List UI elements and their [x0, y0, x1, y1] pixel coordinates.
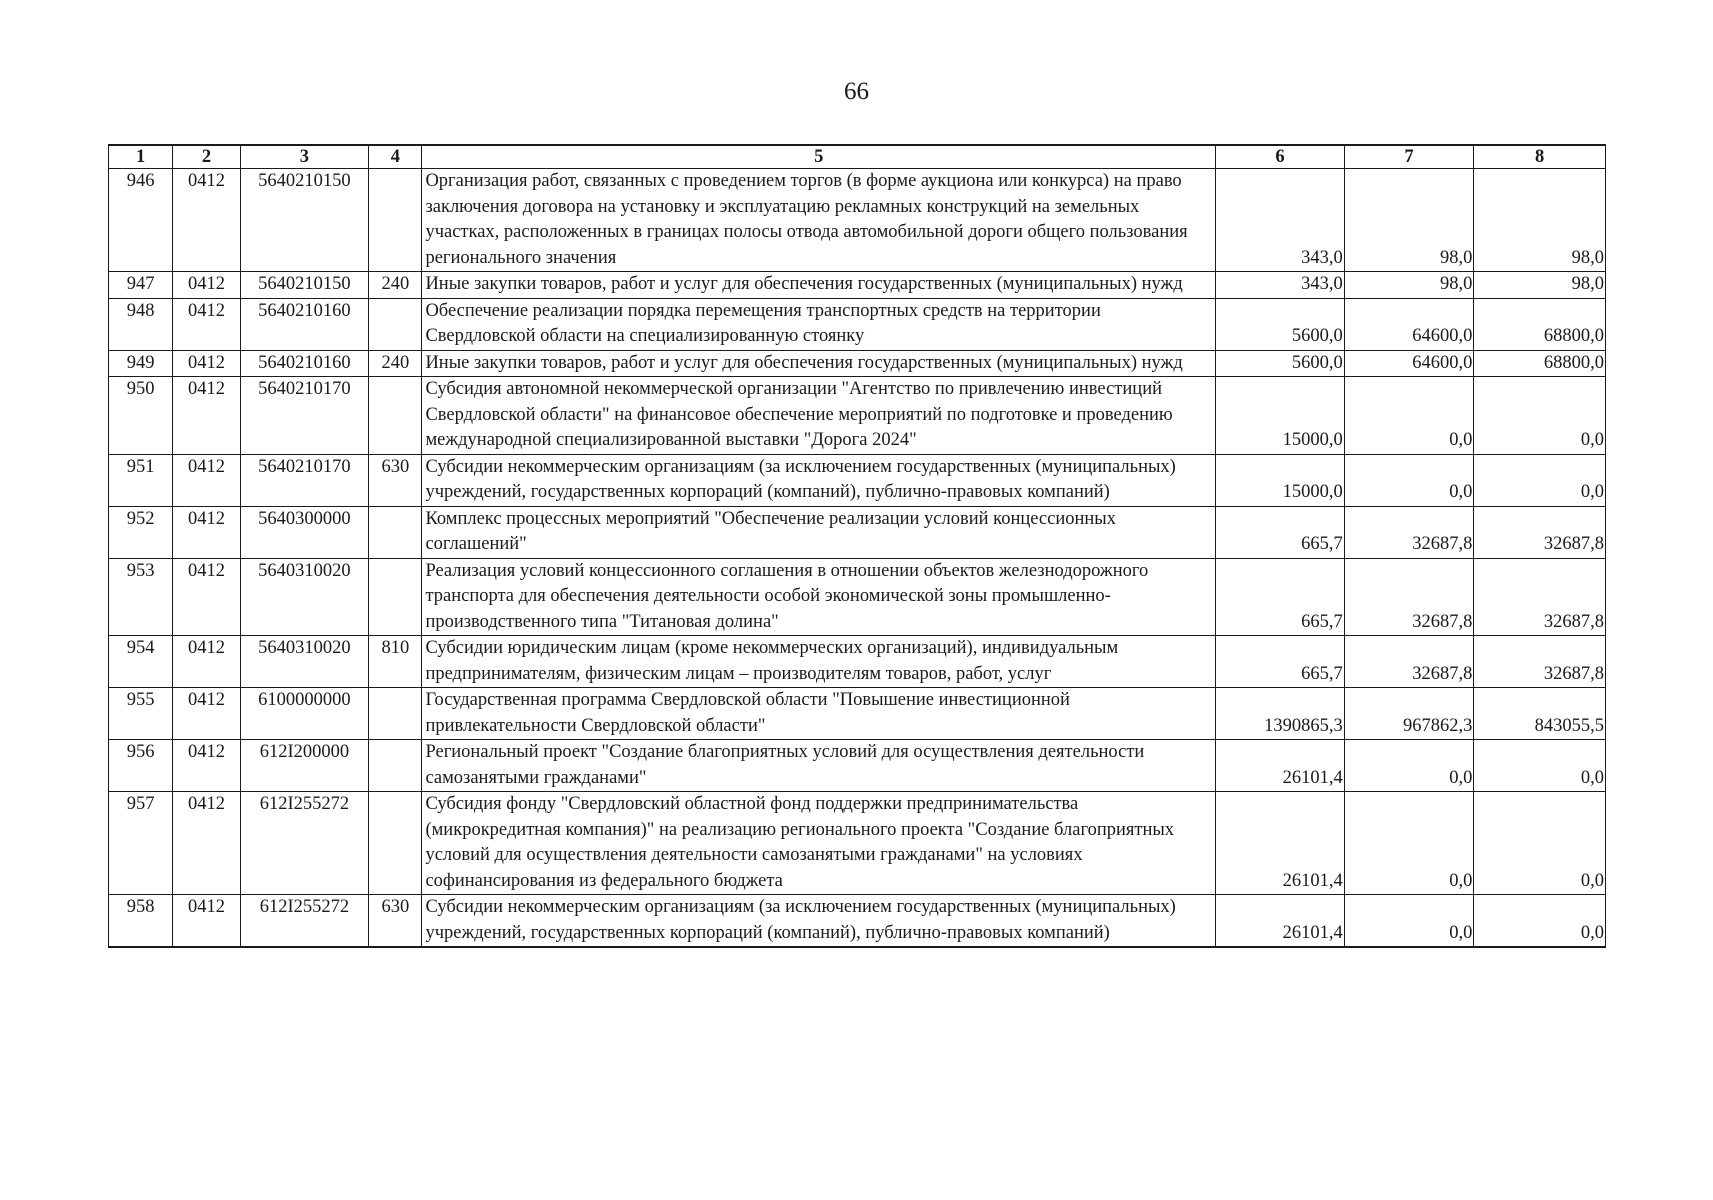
- target-article-code: 5640210160: [240, 298, 369, 350]
- target-article-code: 612I255272: [240, 895, 369, 948]
- amount-col-7: 98,0: [1344, 169, 1474, 272]
- expense-type-code: 240: [369, 272, 422, 299]
- item-name: Субсидии юридическим лицам (кроме некоммерческих организаций), индивидуальным предпринимателям, физическим лицам – производителям товаров, работ, услуг: [422, 636, 1216, 688]
- target-article-code: 5640310020: [240, 558, 369, 636]
- table-row: [109, 506, 1606, 558]
- section-code: 0412: [173, 298, 240, 350]
- expense-type-code: [369, 740, 422, 792]
- expense-type-code: [369, 169, 422, 272]
- target-article-code: 6100000000: [240, 688, 369, 740]
- table-row: [109, 792, 1606, 895]
- row-number: 949: [109, 350, 173, 377]
- item-name: Субсидии некоммерческим организациям (за исключением государственных (муниципальных) учреждений, государственных корпораций (компаний), публично-правовых компаний): [422, 895, 1216, 948]
- target-article-code: 612I200000: [240, 740, 369, 792]
- expense-type-code: [369, 506, 422, 558]
- section-code: 0412: [173, 169, 240, 272]
- table-body: [109, 169, 1606, 948]
- expense-type-code: 630: [369, 895, 422, 948]
- header-col-4: 4: [369, 145, 422, 169]
- section-code: 0412: [173, 454, 240, 506]
- item-name: Субсидия фонду "Свердловский областной фонд поддержки предпринимательства (микрокредитная компания)" на реализацию регионального проекта "Создание благоприятных условий для осуществления деятельности самозанятыми гражданами" на условиях софинансирования из федерального бюджета: [422, 792, 1216, 895]
- table-header: [109, 145, 1606, 169]
- header-col-3: 3: [240, 145, 369, 169]
- amount-col-7: 0,0: [1344, 454, 1474, 506]
- amount-col-6: 665,7: [1216, 558, 1345, 636]
- amount-col-6: 1390865,3: [1216, 688, 1345, 740]
- amount-col-8: 0,0: [1474, 377, 1606, 455]
- amount-col-6: 26101,4: [1216, 895, 1345, 948]
- amount-col-8: 0,0: [1474, 895, 1606, 948]
- header-col-1: 1: [109, 145, 173, 169]
- amount-col-8: 98,0: [1474, 169, 1606, 272]
- expense-type-code: [369, 688, 422, 740]
- section-code: 0412: [173, 506, 240, 558]
- amount-col-6: 15000,0: [1216, 377, 1345, 455]
- section-code: 0412: [173, 377, 240, 455]
- amount-col-6: 5600,0: [1216, 350, 1345, 377]
- row-number: 948: [109, 298, 173, 350]
- amount-col-6: 5600,0: [1216, 298, 1345, 350]
- item-name: Организация работ, связанных с проведением торгов (в форме аукциона или конкурса) на право заключения договора на установку и эксплуатацию рекламных конструкций на земельных участках, расположенных в границах полосы отвода автомобильной дороги общего пользования регионального значения: [422, 169, 1216, 272]
- amount-col-7: 32687,8: [1344, 636, 1474, 688]
- item-name: Обеспечение реализации порядка перемещения транспортных средств на территории Свердловской области на специализированную стоянку: [422, 298, 1216, 350]
- amount-col-7: 967862,3: [1344, 688, 1474, 740]
- item-name: Государственная программа Свердловской области "Повышение инвестиционной привлекательности Свердловской области": [422, 688, 1216, 740]
- item-name: Комплекс процессных мероприятий "Обеспечение реализации условий концессионных соглашений": [422, 506, 1216, 558]
- expense-type-code: 630: [369, 454, 422, 506]
- amount-col-7: 32687,8: [1344, 558, 1474, 636]
- expense-type-code: 810: [369, 636, 422, 688]
- row-number: 956: [109, 740, 173, 792]
- amount-col-7: 64600,0: [1344, 350, 1474, 377]
- target-article-code: 5640300000: [240, 506, 369, 558]
- amount-col-8: 843055,5: [1474, 688, 1606, 740]
- row-number: 955: [109, 688, 173, 740]
- item-name: Субсидии некоммерческим организациям (за исключением государственных (муниципальных) учреждений, государственных корпораций (компаний), публично-правовых компаний): [422, 454, 1216, 506]
- item-name: Субсидия автономной некоммерческой организации "Агентство по привлечению инвестиций Свердловской области" на финансовое обеспечение мероприятий по подготовке и проведению международной специализированной выставки "Дорога 2024": [422, 377, 1216, 455]
- section-code: 0412: [173, 272, 240, 299]
- item-name: Иные закупки товаров, работ и услуг для обеспечения государственных (муниципальных) нужд: [422, 350, 1216, 377]
- amount-col-6: 665,7: [1216, 506, 1345, 558]
- expense-type-code: 240: [369, 350, 422, 377]
- table-row: [109, 350, 1606, 377]
- section-code: 0412: [173, 558, 240, 636]
- row-number: 958: [109, 895, 173, 948]
- header-col-7: 7: [1344, 145, 1474, 169]
- amount-col-6: 665,7: [1216, 636, 1345, 688]
- expense-type-code: [369, 558, 422, 636]
- section-code: 0412: [173, 636, 240, 688]
- expense-type-code: [369, 377, 422, 455]
- amount-col-8: 68800,0: [1474, 298, 1606, 350]
- table-row: [109, 272, 1606, 299]
- header-col-6: 6: [1216, 145, 1345, 169]
- amount-col-8: 32687,8: [1474, 636, 1606, 688]
- header-col-8: 8: [1474, 145, 1606, 169]
- header-col-2: 2: [173, 145, 240, 169]
- amount-col-7: 0,0: [1344, 895, 1474, 948]
- expense-type-code: [369, 792, 422, 895]
- table-row: [109, 688, 1606, 740]
- amount-col-8: 0,0: [1474, 454, 1606, 506]
- target-article-code: 612I255272: [240, 792, 369, 895]
- amount-col-8: 0,0: [1474, 792, 1606, 895]
- row-number: 951: [109, 454, 173, 506]
- header-row: [109, 145, 1606, 169]
- amount-col-7: 0,0: [1344, 377, 1474, 455]
- target-article-code: 5640210150: [240, 169, 369, 272]
- amount-col-6: 15000,0: [1216, 454, 1345, 506]
- amount-col-7: 0,0: [1344, 740, 1474, 792]
- amount-col-8: 32687,8: [1474, 506, 1606, 558]
- row-number: 950: [109, 377, 173, 455]
- table-row: [109, 895, 1606, 948]
- row-number: 947: [109, 272, 173, 299]
- item-name: Региональный проект "Создание благоприятных условий для осуществления деятельности самозанятыми гражданами": [422, 740, 1216, 792]
- amount-col-6: 26101,4: [1216, 740, 1345, 792]
- target-article-code: 5640310020: [240, 636, 369, 688]
- amount-col-6: 26101,4: [1216, 792, 1345, 895]
- amount-col-7: 32687,8: [1344, 506, 1474, 558]
- item-name: Реализация условий концессионного соглашения в отношении объектов железнодорожного транспорта для обеспечения деятельности особой экономической зоны промышленно-производственного типа "Титановая долина": [422, 558, 1216, 636]
- header-col-5: 5: [422, 145, 1216, 169]
- amount-col-7: 98,0: [1344, 272, 1474, 299]
- table-row: [109, 636, 1606, 688]
- table-row: [109, 558, 1606, 636]
- amount-col-7: 0,0: [1344, 792, 1474, 895]
- section-code: 0412: [173, 792, 240, 895]
- target-article-code: 5640210170: [240, 377, 369, 455]
- row-number: 954: [109, 636, 173, 688]
- row-number: 957: [109, 792, 173, 895]
- section-code: 0412: [173, 895, 240, 948]
- budget-table: [108, 144, 1606, 948]
- row-number: 946: [109, 169, 173, 272]
- target-article-code: 5640210160: [240, 350, 369, 377]
- amount-col-8: 0,0: [1474, 740, 1606, 792]
- row-number: 953: [109, 558, 173, 636]
- target-article-code: 5640210170: [240, 454, 369, 506]
- table-row: [109, 454, 1606, 506]
- amount-col-8: 98,0: [1474, 272, 1606, 299]
- table-row: [109, 740, 1606, 792]
- section-code: 0412: [173, 740, 240, 792]
- table-row: [109, 169, 1606, 272]
- table-row: [109, 298, 1606, 350]
- section-code: 0412: [173, 688, 240, 740]
- amount-col-7: 64600,0: [1344, 298, 1474, 350]
- amount-col-8: 68800,0: [1474, 350, 1606, 377]
- row-number: 952: [109, 506, 173, 558]
- item-name: Иные закупки товаров, работ и услуг для обеспечения государственных (муниципальных) нужд: [422, 272, 1216, 299]
- expense-type-code: [369, 298, 422, 350]
- section-code: 0412: [173, 350, 240, 377]
- amount-col-8: 32687,8: [1474, 558, 1606, 636]
- amount-col-6: 343,0: [1216, 272, 1345, 299]
- amount-col-6: 343,0: [1216, 169, 1345, 272]
- page-number: 66: [844, 78, 869, 105]
- table-row: [109, 377, 1606, 455]
- target-article-code: 5640210150: [240, 272, 369, 299]
